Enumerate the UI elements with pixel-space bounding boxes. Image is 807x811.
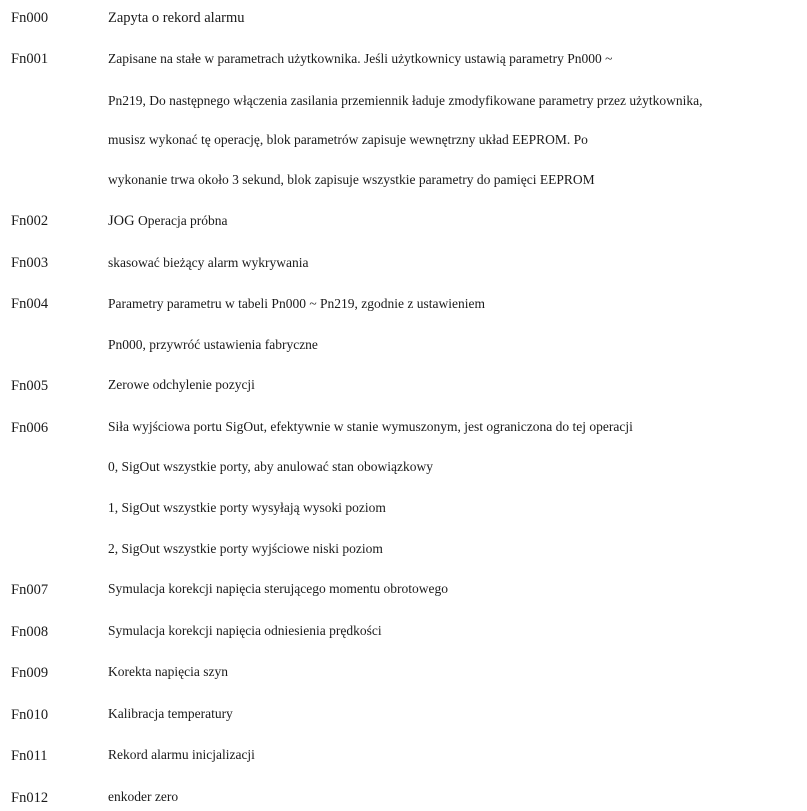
function-description: Kalibracja temperatury	[108, 706, 233, 721]
function-description: Pn219, Do następnego włączenia zasilania przemiennik ładuje zmodyfikowane parametry przez użytkownika,	[108, 93, 703, 108]
function-description: 0, SigOut wszystkie porty, aby anulować stan obowiązkowy	[108, 459, 433, 474]
function-description: Symulacja korekcji napięcia odniesienia prędkości	[108, 623, 382, 638]
function-description: Zapisane na stałe w parametrach użytkownika. Jeśli użytkownicy ustawią parametry Pn000 ~	[108, 51, 613, 66]
function-description: Korekta napięcia szyn	[108, 664, 228, 679]
function-code: Fn006	[11, 420, 49, 436]
function-description: 1, SigOut wszystkie porty wysyłają wysoki poziom	[108, 500, 386, 515]
function-code: Fn003	[11, 255, 49, 271]
function-description: enkoder zero	[108, 789, 179, 804]
function-description: wykonanie trwa około 3 sekund, blok zapisuje wszystkie parametry do pamięci EEPROM	[108, 172, 595, 187]
function-description	[108, 213, 228, 230]
function-description: Zerowe odchylenie pozycji	[108, 377, 255, 392]
function-description: Symulacja korekcji napięcia sterującego momentu obrotowego	[108, 581, 449, 596]
function-description: Rekord alarmu inicjalizacji	[108, 747, 255, 762]
function-description: Pn000, przywróć ustawienia fabryczne	[108, 337, 318, 352]
function-code: Fn000	[11, 10, 49, 26]
function-description: 2, SigOut wszystkie porty wyjściowe niski poziom	[108, 541, 383, 556]
function-description: Zapyta o rekord alarmu	[108, 10, 245, 26]
function-code: Fn008	[11, 624, 49, 640]
function-code: Fn005	[11, 378, 49, 394]
function-code: Fn001	[11, 51, 49, 67]
function-description: skasować bieżący alarm wykrywania	[108, 255, 309, 270]
function-code: Fn004	[11, 296, 49, 312]
function-description-text: Operacja próbna	[137, 213, 228, 228]
function-code: Fn007	[11, 582, 49, 598]
function-code: Fn010	[11, 707, 49, 723]
function-description: musisz wykonać tę operację, blok parametrów zapisuje wewnętrzny układ EEPROM. Po	[108, 132, 588, 147]
function-description: Siła wyjściowa portu SigOut, efektywnie w stanie wymuszonym, jest ograniczona do tej operacji	[108, 419, 633, 434]
function-code: Fn012	[11, 790, 49, 806]
function-code: Fn011	[11, 748, 48, 764]
function-code: Fn002	[11, 213, 49, 229]
jog-label: JOG	[108, 213, 135, 229]
function-description: Parametry parametru w tabeli Pn000 ~ Pn219, zgodnie z ustawieniem	[108, 296, 485, 311]
function-code: Fn009	[11, 665, 49, 681]
